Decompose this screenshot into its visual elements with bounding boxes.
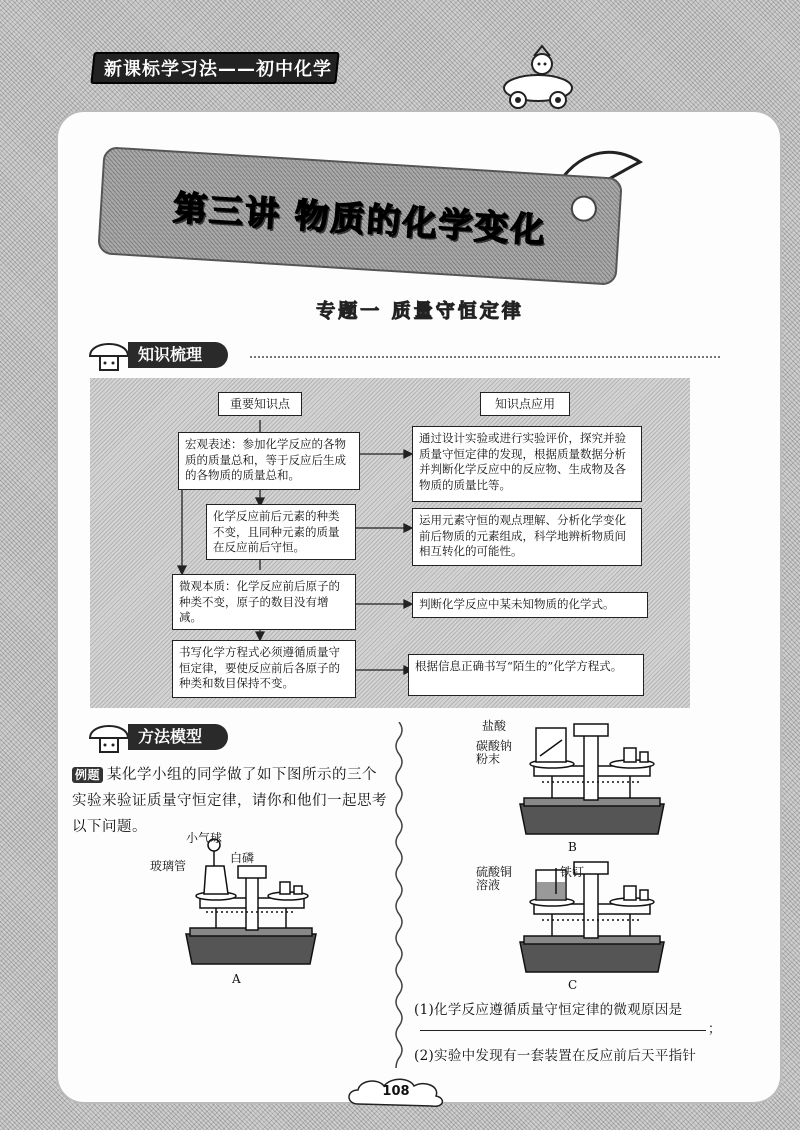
label-white-phosphorus: 白磷 <box>230 851 255 865</box>
figure-c-letter: C <box>568 978 578 992</box>
banner-hole <box>570 195 598 223</box>
series-title: 新课标学习法——初中化学 <box>104 59 332 80</box>
method-section-head <box>86 720 228 754</box>
figure-b-letter: B <box>568 840 577 854</box>
knowledge-section-label: 知识梳理 <box>128 342 228 368</box>
question-2: (2)实验中发现有一套装置在反应前后天平指针 <box>414 1048 697 1064</box>
right-header: 知识点应用 <box>480 392 570 416</box>
column-divider <box>392 722 406 1068</box>
apparatus-b-figure <box>512 720 672 836</box>
method-section-label: 方法模型 <box>128 724 228 750</box>
label-balloon: 小气球 <box>186 831 223 845</box>
section-rule <box>250 356 720 358</box>
question-1: (1)化学反应遵循质量守恒定律的微观原因是 <box>414 1002 683 1018</box>
figure-a-letter: A <box>232 972 241 986</box>
problem-statement <box>72 762 390 840</box>
example-badge: 例题 <box>72 767 103 783</box>
right-item-3: 判断化学反应中某未知物质的化学式。 <box>412 592 648 618</box>
label-copper-sulfate: 硫酸铜溶液 <box>476 865 513 892</box>
left-item-2: 化学反应前后元素的种类不变，且同种元素的质量在反应前后守恒。 <box>206 504 356 560</box>
right-item-1: 通过设计实验或进行实验评价，探究并验质量守恒定律的发现，根据质量数据分析并判断化学反应中的反应物、生成物及各物质的质量比等。 <box>412 426 642 502</box>
label-sodium-carbonate: 碳酸钠粉末 <box>476 739 513 766</box>
cartoon-car-icon <box>498 44 578 110</box>
label-iron-nail: 铁钉 <box>560 865 585 879</box>
knowledge-section-head <box>86 338 228 372</box>
answer-blank-line[interactable] <box>420 1030 706 1031</box>
left-item-1: 宏观表述：参加化学反应的各物质的质量总和，等于反应后生成的各物质的质量总和。 <box>178 432 360 490</box>
answer-line-end: ； <box>708 1022 722 1037</box>
left-header: 重要知识点 <box>218 392 302 416</box>
page-number: 108 <box>382 1084 410 1099</box>
topic-title: 专题一 质量守恒定律 <box>316 300 524 322</box>
label-glass-tube: 玻璃管 <box>150 859 187 873</box>
series-title-tag <box>90 52 339 84</box>
left-item-3: 微观本质：化学反应前后原子的种类不变，原子的数目没有增减。 <box>172 574 356 630</box>
mushroom-icon <box>86 720 132 754</box>
mushroom-icon <box>86 338 132 372</box>
right-item-4: 根据信息正确书写“陌生的”化学方程式。 <box>408 654 644 696</box>
right-item-2: 运用元素守恒的观点理解、分析化学变化前后物质的元素组成，科学地辨析物质间相互转化的可能性。 <box>412 508 642 566</box>
left-item-4: 书写化学方程式必须遵循质量守恒定律，要使反应前后各原子的种类和数目保持不变。 <box>172 640 356 698</box>
knowledge-chart <box>90 378 690 708</box>
problem-text: 某化学小组的同学做了如下图所示的三个实验来验证质量守恒定律，请你和他们一起思考以下问题。 <box>72 767 387 835</box>
page-number-badge <box>344 1076 448 1112</box>
label-hydrochloric-acid: 盐酸 <box>482 719 507 733</box>
chapter-title: 第三讲 物质的化学变化 <box>171 188 548 251</box>
apparatus-c-figure <box>512 858 672 974</box>
